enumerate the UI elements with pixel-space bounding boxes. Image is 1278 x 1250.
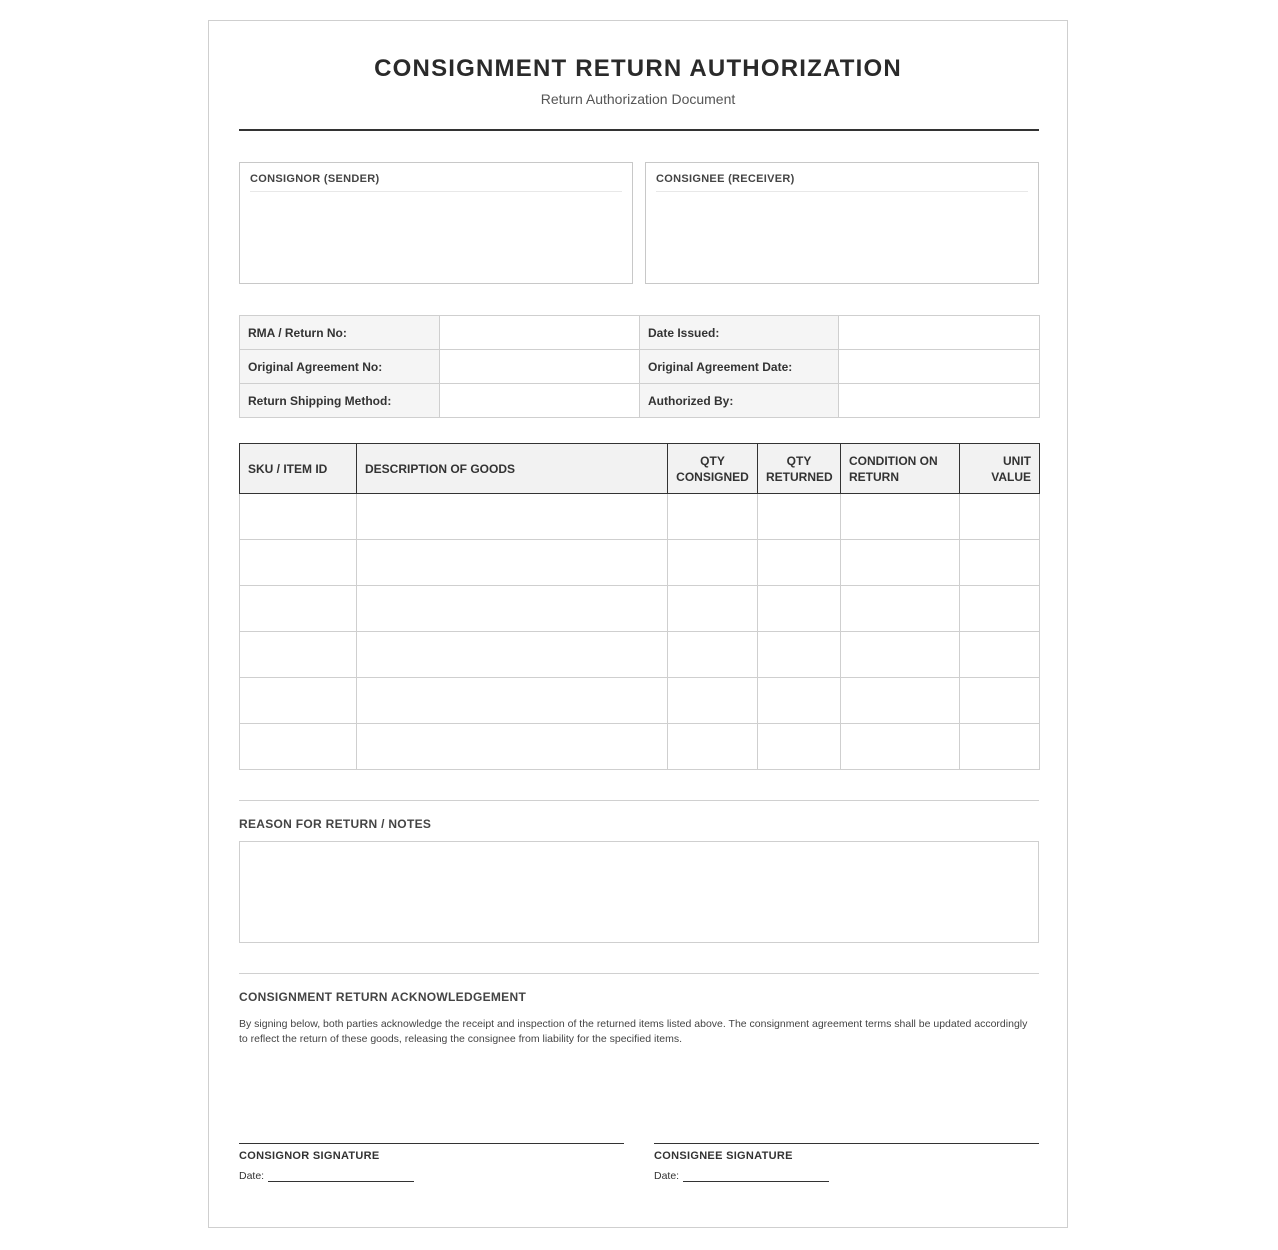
items-header-row <box>240 444 1040 494</box>
notes-field[interactable] <box>239 841 1039 943</box>
qty-returned-cell[interactable] <box>758 632 841 678</box>
condition-cell[interactable] <box>841 678 960 724</box>
consignee-signature-line[interactable] <box>654 1143 1039 1144</box>
qty-consigned-header: QTY CONSIGNED <box>668 444 758 494</box>
description-cell[interactable] <box>357 724 668 770</box>
condition-cell[interactable] <box>841 540 960 586</box>
qty-consigned-cell[interactable] <box>668 586 758 632</box>
unit-value-cell[interactable] <box>960 724 1040 770</box>
sku-header: SKU / ITEM ID <box>240 444 357 494</box>
consignee-date-label: Date: <box>654 1170 680 1182</box>
qty-consigned-cell[interactable] <box>668 724 758 770</box>
description-header: DESCRIPTION OF GOODS <box>357 444 668 494</box>
qty-returned-cell[interactable] <box>758 586 841 632</box>
return-details-table <box>239 315 1040 418</box>
meta-row <box>240 316 1040 350</box>
shipping-method-field[interactable] <box>440 384 640 418</box>
shipping-method-label: Return Shipping Method: <box>240 384 440 418</box>
acknowledgement-heading: CONSIGNMENT RETURN ACKNOWLEDGEMENT <box>239 990 527 1004</box>
description-cell[interactable] <box>357 586 668 632</box>
description-cell[interactable] <box>357 632 668 678</box>
meta-row <box>240 384 1040 418</box>
consignor-signature-label: CONSIGNOR SIGNATURE <box>239 1150 380 1162</box>
qty-returned-cell[interactable] <box>758 678 841 724</box>
unit-value-cell[interactable] <box>960 540 1040 586</box>
unit-value-cell[interactable] <box>960 494 1040 540</box>
qty-consigned-cell[interactable] <box>668 540 758 586</box>
document-subtitle: Return Authorization Document <box>540 91 736 107</box>
table-row <box>240 632 1040 678</box>
authorized-by-field[interactable] <box>839 384 1040 418</box>
description-cell[interactable] <box>357 678 668 724</box>
document-page <box>208 20 1068 1228</box>
consignor-date-label: Date: <box>239 1170 265 1182</box>
sku-cell[interactable] <box>240 494 357 540</box>
sku-cell[interactable] <box>240 586 357 632</box>
table-row <box>240 678 1040 724</box>
unit-value-cell[interactable] <box>960 678 1040 724</box>
notes-divider <box>239 800 1039 801</box>
agreement-number-field[interactable] <box>440 350 640 384</box>
qty-returned-cell[interactable] <box>758 494 841 540</box>
consignee-signature-label: CONSIGNEE SIGNATURE <box>654 1150 793 1162</box>
rma-number-label: RMA / Return No: <box>240 316 440 350</box>
consignor-signature-line[interactable] <box>239 1143 624 1144</box>
qty-consigned-cell[interactable] <box>668 494 758 540</box>
qty-returned-header: QTY RETURNED <box>758 444 841 494</box>
document-title: CONSIGNMENT RETURN AUTHORIZATION <box>374 55 902 82</box>
table-row <box>240 494 1040 540</box>
condition-cell[interactable] <box>841 632 960 678</box>
notes-heading: REASON FOR RETURN / NOTES <box>239 817 432 831</box>
description-cell[interactable] <box>357 494 668 540</box>
agreement-date-field[interactable] <box>839 350 1040 384</box>
consignor-date-line[interactable] <box>268 1171 414 1182</box>
items-body <box>240 494 1040 770</box>
unit-value-cell[interactable] <box>960 586 1040 632</box>
consignor-label: CONSIGNOR (SENDER) <box>250 173 622 192</box>
description-cell[interactable] <box>357 540 668 586</box>
sku-cell[interactable] <box>240 540 357 586</box>
condition-cell[interactable] <box>841 724 960 770</box>
qty-consigned-cell[interactable] <box>668 678 758 724</box>
consignee-date-line[interactable] <box>683 1171 829 1182</box>
date-issued-field[interactable] <box>839 316 1040 350</box>
consignee-box[interactable] <box>645 162 1039 284</box>
consignor-date <box>239 1170 624 1182</box>
authorized-by-label: Authorized By: <box>640 384 839 418</box>
rma-number-field[interactable] <box>440 316 640 350</box>
sku-cell[interactable] <box>240 632 357 678</box>
table-row <box>240 540 1040 586</box>
acknowledgement-divider <box>239 973 1039 974</box>
qty-returned-cell[interactable] <box>758 724 841 770</box>
items-table <box>239 443 1040 770</box>
condition-header: CONDITION ON RETURN <box>841 444 960 494</box>
sku-cell[interactable] <box>240 678 357 724</box>
meta-row <box>240 350 1040 384</box>
qty-consigned-cell[interactable] <box>668 632 758 678</box>
consignee-label: CONSIGNEE (RECEIVER) <box>656 173 1028 192</box>
qty-returned-cell[interactable] <box>758 540 841 586</box>
table-row <box>240 586 1040 632</box>
date-issued-label: Date Issued: <box>640 316 839 350</box>
acknowledgement-text: By signing below, both parties acknowledge the receipt and inspection of the returned items listed above. The consignment agreement terms shall be updated accordingly to reflect the return of these goods, releasing the consignee from liability for the specified items. <box>239 1018 1028 1045</box>
agreement-number-label: Original Agreement No: <box>240 350 440 384</box>
consignee-date <box>654 1170 1039 1182</box>
condition-cell[interactable] <box>841 494 960 540</box>
unit-value-header: UNIT VALUE <box>960 444 1040 494</box>
consignee-signature-block <box>654 1143 1039 1182</box>
condition-cell[interactable] <box>841 586 960 632</box>
consignor-box[interactable] <box>239 162 633 284</box>
agreement-date-label: Original Agreement Date: <box>640 350 839 384</box>
sku-cell[interactable] <box>240 724 357 770</box>
header-divider <box>239 129 1039 131</box>
unit-value-cell[interactable] <box>960 632 1040 678</box>
consignor-signature-block <box>239 1143 624 1182</box>
table-row <box>240 724 1040 770</box>
